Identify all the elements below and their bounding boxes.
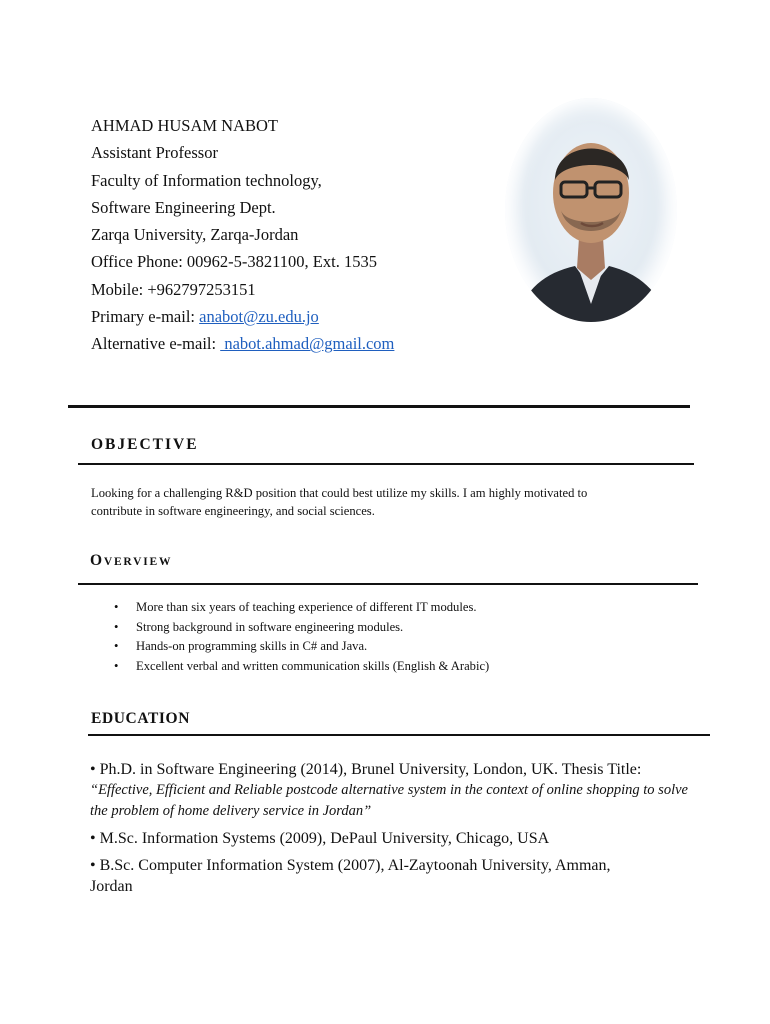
- overview-item-text: More than six years of teaching experience of different IT modules.: [136, 600, 477, 614]
- person-name: AHMAD HUSAM NABOT: [91, 116, 279, 135]
- alt-email-line: [91, 330, 394, 357]
- bullet-icon: •: [114, 658, 119, 673]
- faculty-line: Faculty of Information technology,: [91, 170, 322, 190]
- overview-item-text: Hands-on programming skills in C# and Java.: [136, 639, 368, 654]
- university-line: Zarqa University, Zarqa-Jordan: [91, 225, 299, 245]
- education-heading: EDUCATION: [91, 710, 190, 727]
- list-item: [112, 657, 489, 677]
- overview-list: [112, 598, 489, 676]
- bullet-icon: •: [114, 639, 119, 654]
- bsc-line-1: • B.Sc. Computer Information System (2007), Al-Zaytoonah University, Amman,: [90, 857, 611, 874]
- alt-email-link[interactable]: nabot.ahmad@gmail.com: [220, 334, 395, 354]
- bsc-entry: [90, 855, 611, 897]
- overview-item-text: Strong background in software engineering modules.: [136, 619, 404, 634]
- overview-divider: [78, 583, 698, 585]
- overview-heading: [90, 552, 172, 570]
- primary-email-link[interactable]: anabot@zu.edu.jo: [199, 307, 319, 327]
- list-item: [112, 598, 489, 618]
- education-divider: [88, 734, 710, 736]
- alt-email-label: Alternative e-mail:: [91, 334, 221, 354]
- phd-line: • Ph.D. in Software Engineering (2014), Brunel University, London, UK. Thesis Title:: [90, 761, 642, 778]
- bsc-line-2: Jordan: [90, 878, 133, 895]
- objective-divider: [78, 463, 694, 465]
- phd-thesis-title-1: “Effective, Efficient and Reliable postcode alternative system in the context of online shopping to solve: [90, 782, 688, 798]
- objective-text: [91, 484, 587, 520]
- position-title: Assistant Professor: [91, 143, 218, 163]
- mobile-phone: Mobile: +962797253151: [91, 279, 256, 299]
- overview-heading-rest: VERVIEW: [103, 556, 173, 568]
- list-item: [112, 637, 489, 657]
- department-line: Software Engineering Dept.: [91, 197, 276, 217]
- bullet-icon: •: [114, 600, 119, 614]
- phd-entry: [90, 759, 688, 822]
- portrait-illustration: [505, 98, 677, 322]
- contact-block: [91, 112, 394, 358]
- msc-entry: • M.Sc. Information Systems (2009), DePaul University, Chicago, USA: [90, 830, 550, 847]
- profile-photo: [505, 98, 677, 322]
- primary-email-label: Primary e-mail:: [91, 307, 200, 327]
- objective-line-1: Looking for a challenging R&D position that could best utilize my skills. I am highly motivated to: [91, 486, 588, 500]
- phd-thesis-title-2: the problem of home delivery service in Jordan”: [90, 803, 372, 819]
- objective-line-2: contribute in software engineeringy, and social sciences.: [91, 504, 375, 518]
- primary-email-line: [91, 303, 394, 330]
- office-phone: Office Phone: 00962-5-3821100, Ext. 1535: [91, 252, 377, 272]
- overview-heading-cap: O: [90, 552, 104, 569]
- overview-item-text: Excellent verbal and written communication skills (English & Arabic): [136, 658, 490, 673]
- objective-heading: OBJECTIVE: [91, 436, 199, 453]
- list-item: [112, 618, 489, 638]
- header-divider: [68, 405, 690, 408]
- bullet-icon: •: [114, 619, 119, 634]
